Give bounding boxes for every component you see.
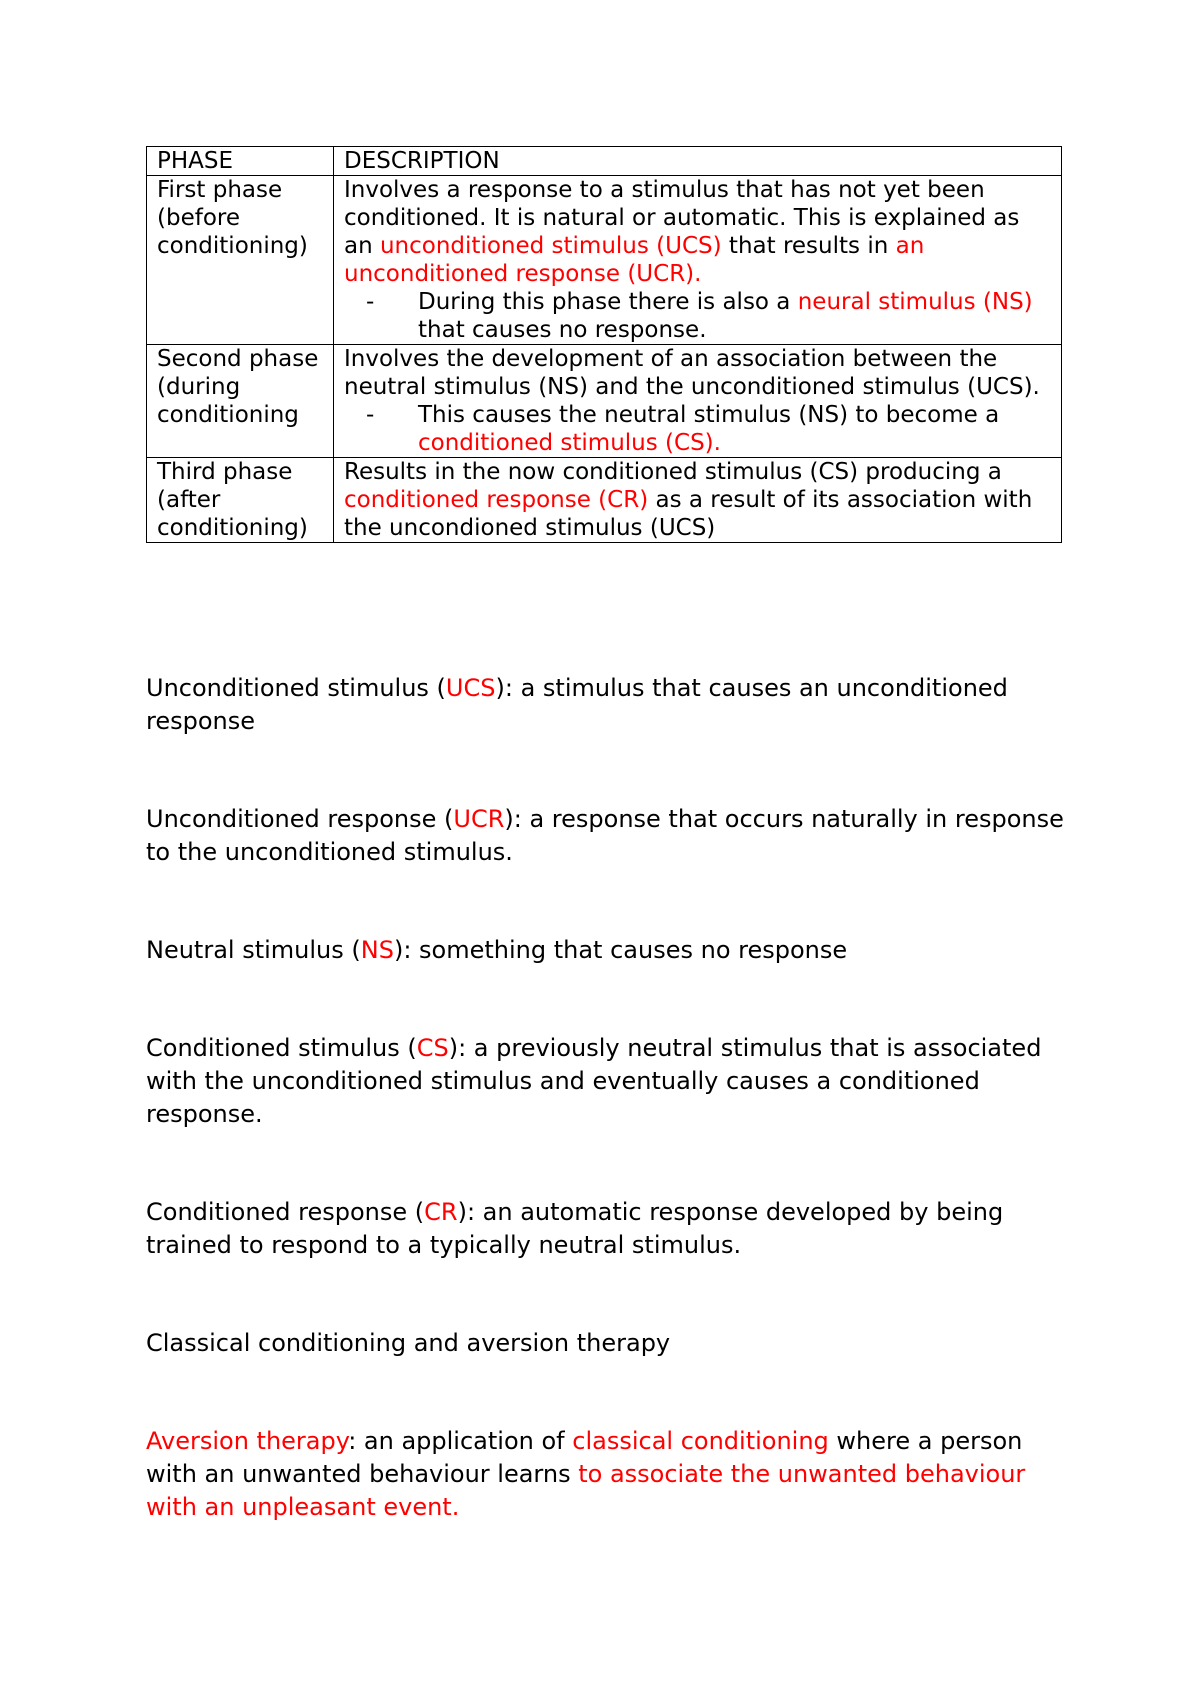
table-header-row (147, 147, 1062, 176)
definition-text: ): a previously neutral stimulus that is associated with the unconditioned stimulus and eventually causes a conditioned response. (146, 1034, 1042, 1128)
definition-cs (146, 1032, 1076, 1131)
phase-cell: Second phase (during conditioning (147, 345, 334, 458)
bullet-item (366, 288, 1051, 344)
bullet-highlight: neural stimulus (NS) (797, 289, 1033, 315)
aversion-text: : an application of (348, 1427, 573, 1455)
bullet-text (418, 288, 1051, 344)
table-row (147, 176, 1062, 345)
definition-abbr: UCR (453, 805, 505, 833)
desc-text: Involves the development of an association between the neutral stimulus (NS) and the unconditioned stimulus (UCS). (344, 346, 1040, 400)
definition-text: ): a stimulus that causes an unconditioned response (146, 674, 1008, 735)
bullet-dash: - (366, 402, 375, 428)
desc-text: as a result of its association with the uncondioned stimulus (UCS) (344, 487, 1033, 541)
definition-ns (146, 934, 1076, 967)
section-heading: Classical conditioning and aversion therapy (146, 1329, 671, 1357)
definition-abbr: CS (416, 1034, 449, 1062)
desc-highlight: unconditioned stimulus (UCS) (379, 233, 722, 259)
desc-text: that results in (721, 233, 896, 259)
definition-abbr: NS (360, 936, 394, 964)
header-description: DESCRIPTION (334, 147, 1062, 176)
bullet-text-part: During this phase there is also a (418, 289, 798, 315)
bullet-text-part: This causes the neutral stimulus (NS) to become a (418, 402, 1000, 428)
definition-term: Conditioned stimulus ( (146, 1034, 417, 1062)
definition-term: Neutral stimulus ( (146, 936, 361, 964)
desc-text: Results in the now conditioned stimulus (CS) producing a (344, 459, 1002, 485)
definition-text: ): something that causes no response (393, 936, 848, 964)
table-row (147, 345, 1062, 458)
description-cell (334, 458, 1062, 543)
aversion-term: Aversion therapy (146, 1427, 349, 1455)
bullet-text (418, 401, 1051, 457)
desc-highlight: an unconditioned response (UCR). (344, 233, 925, 287)
bullet-text-part: that causes no response. (418, 317, 707, 343)
definition-term: Unconditioned stimulus ( (146, 674, 446, 702)
aversion-highlight: to associate the unwanted behaviour with an unpleasant event. (146, 1460, 1026, 1521)
aversion-therapy-definition (146, 1425, 1076, 1524)
definition-ucr (146, 803, 1076, 869)
desc-text: Involves a response to a stimulus that has not yet been conditioned. It is natural or automatic. This is explained as an (344, 177, 1020, 259)
definition-text: ): a response that occurs naturally in response to the unconditioned stimulus. (146, 805, 1064, 866)
phase-cell: First phase (before conditioning) (147, 176, 334, 345)
description-cell (334, 176, 1062, 345)
definition-cr (146, 1196, 1076, 1262)
desc-highlight: conditioned response (CR) (344, 487, 649, 513)
phases-table (146, 146, 1062, 543)
table-row (147, 458, 1062, 543)
definition-term: Conditioned response ( (146, 1198, 425, 1226)
definition-term: Unconditioned response ( (146, 805, 454, 833)
definition-abbr: UCS (445, 674, 496, 702)
header-phase: PHASE (147, 147, 334, 176)
aversion-highlight: classical conditioning (572, 1427, 829, 1455)
definition-ucs (146, 672, 1076, 738)
bullet-dash: - (366, 289, 375, 315)
phase-cell: Third phase (after conditioning) (147, 458, 334, 543)
bullet-item (366, 401, 1051, 457)
bullet-highlight: conditioned stimulus (CS). (418, 430, 721, 456)
aversion-text: where a person with an unwanted behaviour learns (146, 1427, 1023, 1488)
definition-abbr: CR (424, 1198, 458, 1226)
definition-text: ): an automatic response developed by being trained to respond to a typically neutral stimulus. (146, 1198, 1004, 1259)
description-cell (334, 345, 1062, 458)
